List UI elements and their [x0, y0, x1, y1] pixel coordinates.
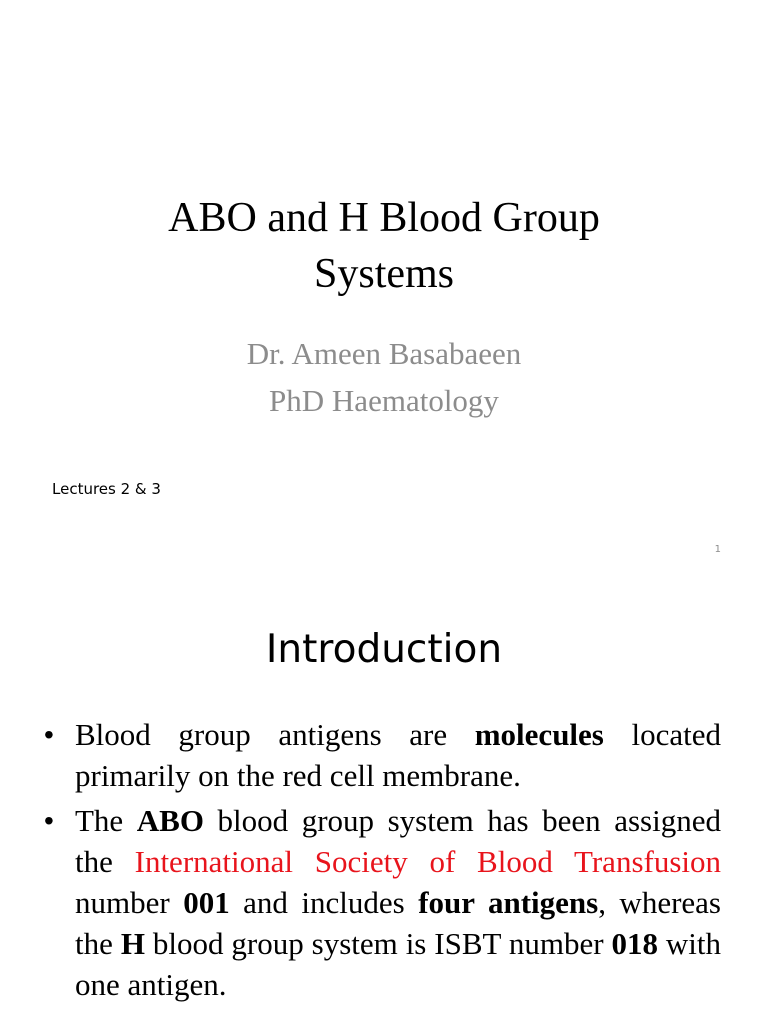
slide-title: [84, 190, 684, 302]
bullet-text: blood group system has been assigned the: [75, 803, 721, 879]
slide-title-line2: Systems: [313, 251, 455, 297]
bullet-marker: •: [44, 719, 54, 750]
bullet-text: The: [75, 803, 137, 838]
bullet-text: located primarily on the red cell membrane.: [75, 717, 721, 793]
bold-term: 018: [611, 926, 658, 961]
introduction-slide: [0, 576, 768, 1024]
bullet-text: blood group system is ISBT number: [144, 926, 612, 961]
bold-term: molecules: [474, 717, 604, 752]
slide-heading: Introduction: [265, 627, 503, 672]
bullet-text: and includes: [229, 885, 419, 920]
bullet-text: , whereas the: [75, 885, 721, 961]
author-name: Dr. Ameen Basabaeen: [246, 336, 522, 371]
bullet-item-1: [44, 714, 721, 796]
bullet-text: number: [75, 885, 184, 920]
bullet-list: [0, 714, 768, 1009]
bullet-text: Blood group antigens are: [75, 717, 475, 752]
lectures-note: Lectures 2 & 3: [52, 480, 161, 498]
page-number: 1: [714, 544, 721, 555]
bullet-marker: •: [44, 805, 54, 836]
bold-term: ABO: [136, 803, 204, 838]
bold-term: four antigens: [418, 885, 599, 920]
bullet-text: with one antigen.: [75, 926, 721, 1002]
highlighted-term: International Society of Blood Transfusion: [134, 844, 722, 879]
slide-title-line1: ABO and H Blood Group: [168, 195, 600, 241]
bullet-item-2: [44, 800, 722, 1005]
bold-term: 001: [183, 885, 230, 920]
slide-subtitle: [84, 330, 684, 424]
bold-term: H: [120, 926, 145, 961]
author-degree: PhD Haematology: [269, 383, 499, 418]
